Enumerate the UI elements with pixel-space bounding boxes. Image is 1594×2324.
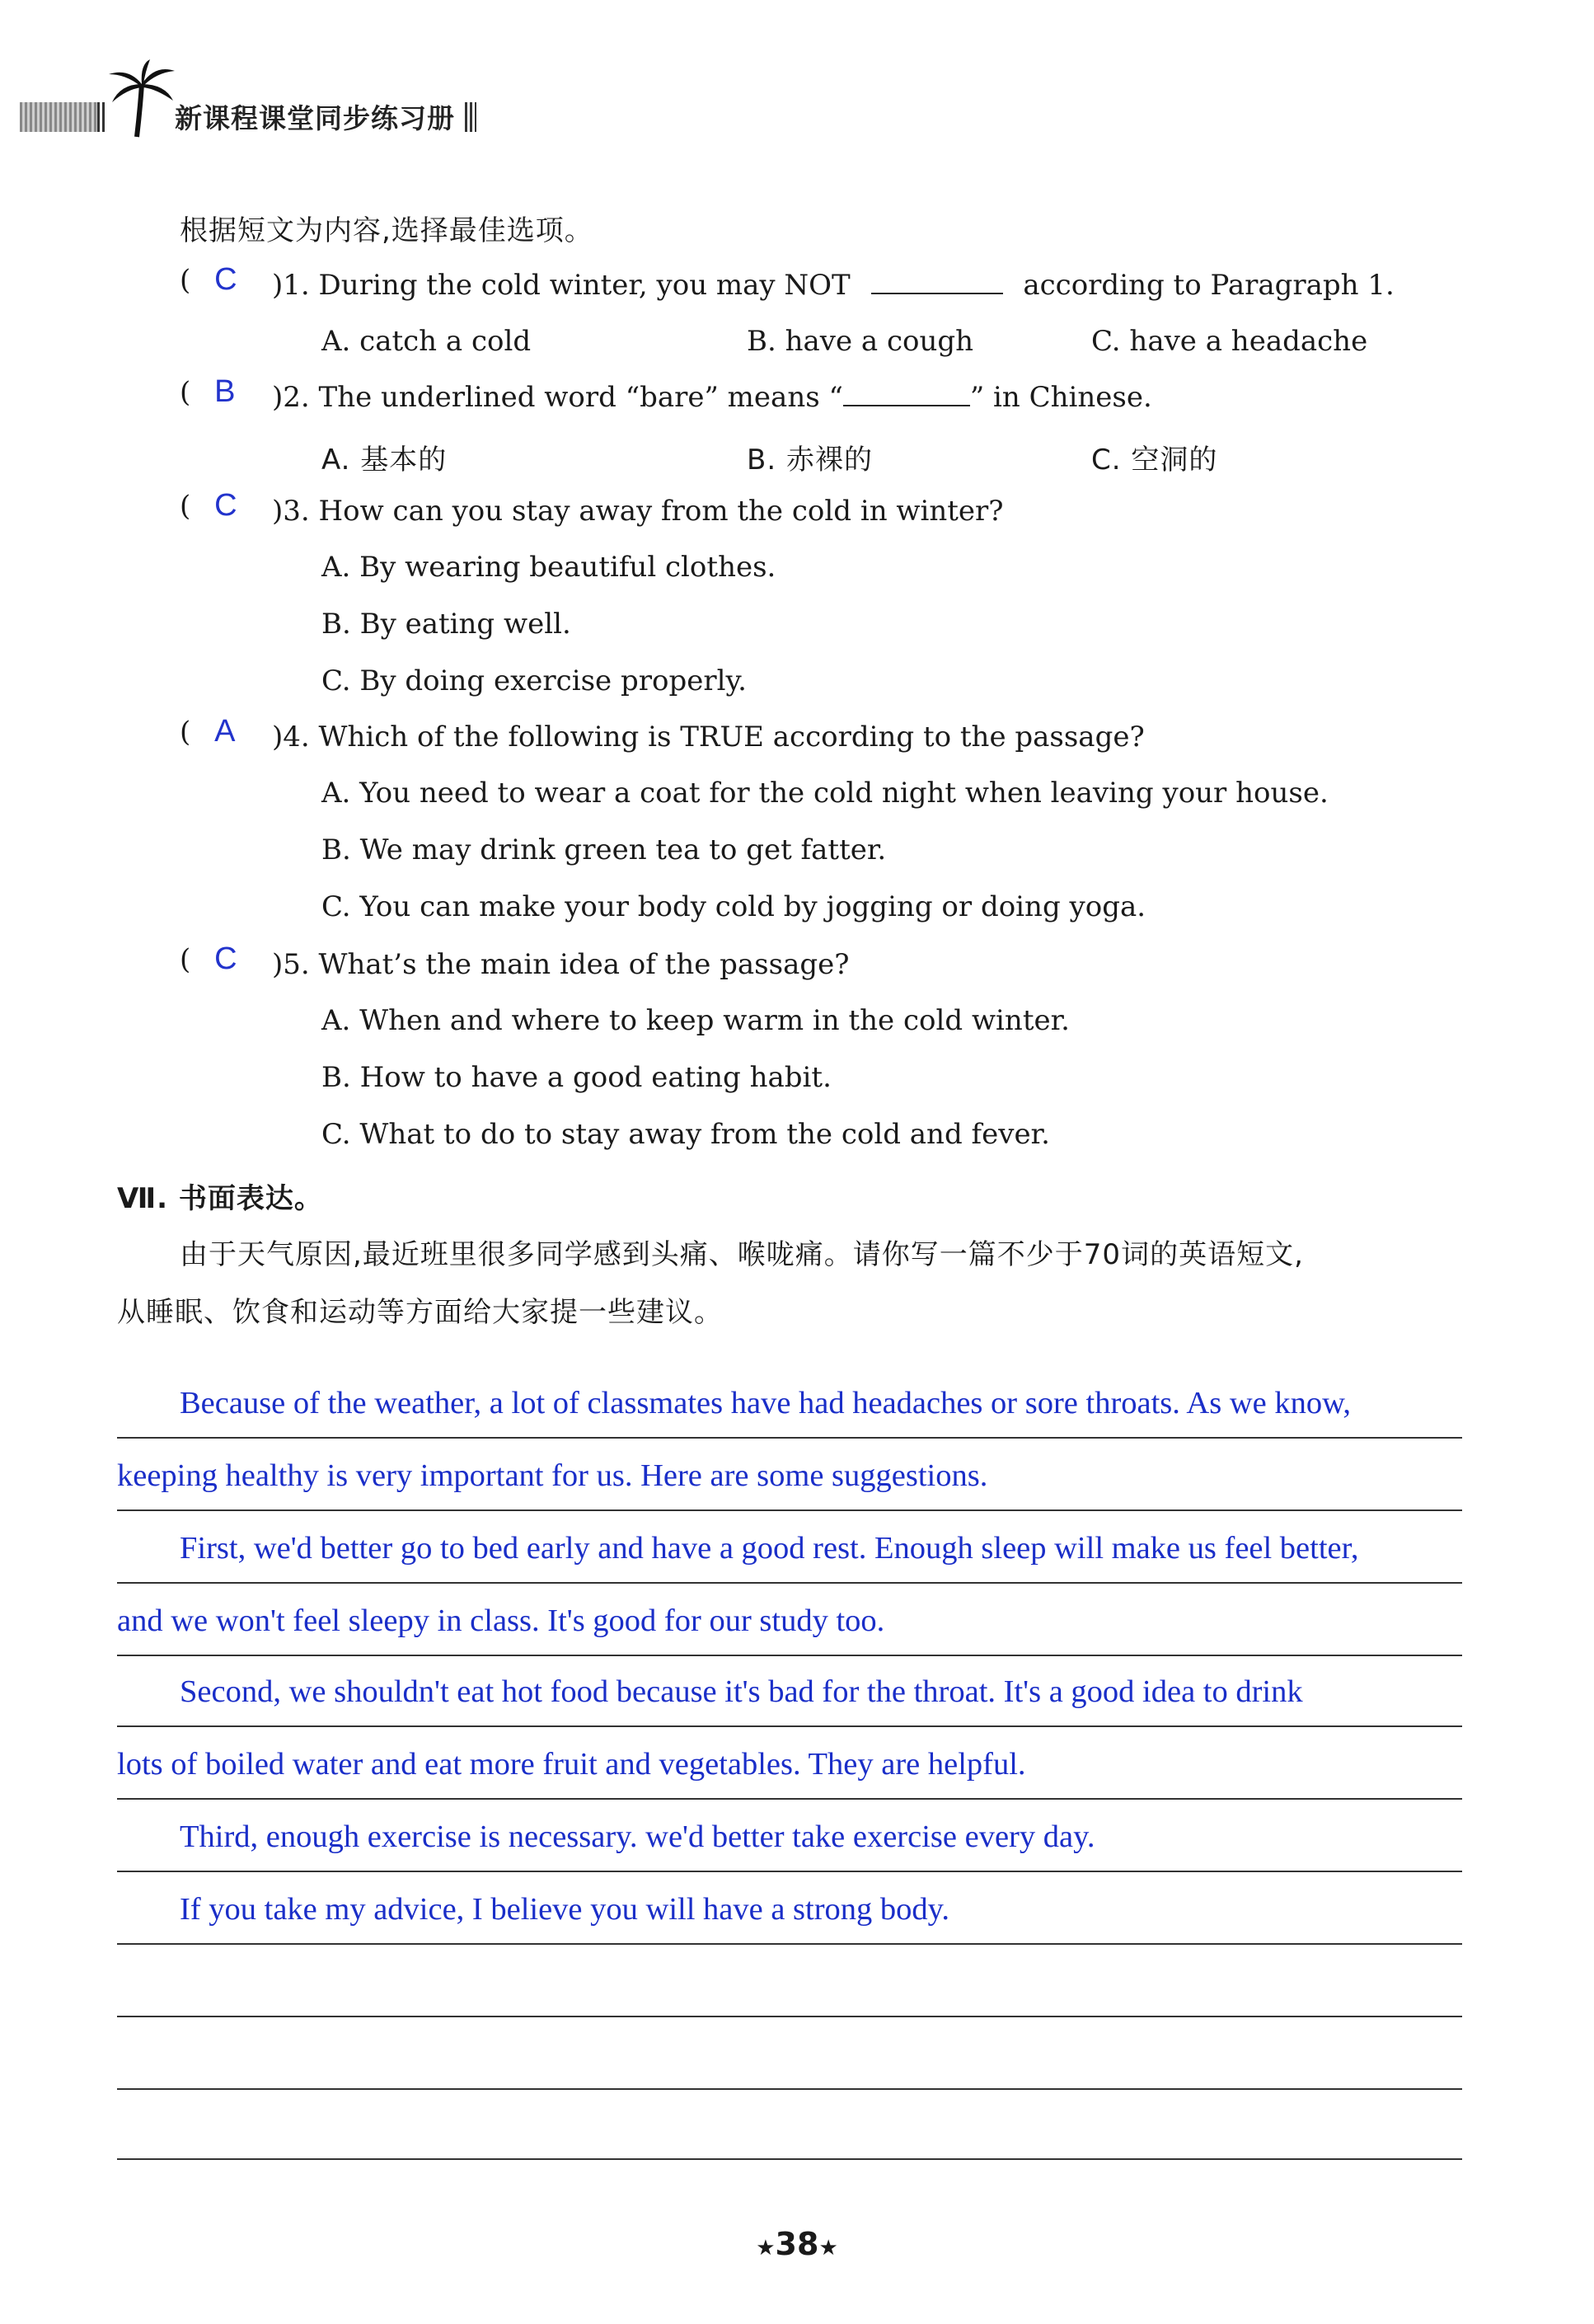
reading-instructions: 根据短文为内容,选择最佳选项。 bbox=[180, 214, 593, 247]
book-title: 新课程课堂同步练习册 bbox=[175, 102, 455, 134]
question-text: Which of the following is TRUE according to the passage? bbox=[318, 721, 1145, 754]
writing-rule-empty bbox=[117, 2088, 1462, 2090]
question-text-end: ” in Chinese. bbox=[969, 381, 1152, 414]
open-paren: ( bbox=[180, 490, 191, 523]
option-a: A. By wearing beautiful clothes. bbox=[321, 551, 776, 584]
answer-2: B bbox=[214, 374, 236, 409]
option-c: C. What to do to stay away from the cold and fever. bbox=[321, 1118, 1050, 1151]
question-number: )5. bbox=[272, 948, 310, 981]
writing-prompt-line-2: 从睡眠、饮食和运动等方面给大家提一些建议。 bbox=[117, 1296, 723, 1329]
question-3-stem bbox=[272, 495, 1004, 528]
question-number: )3. bbox=[272, 495, 310, 528]
option-a: A. You need to wear a coat for the cold night when leaving your house. bbox=[321, 777, 1329, 810]
open-paren: ( bbox=[180, 943, 191, 976]
option-a: A. catch a cold bbox=[321, 325, 532, 358]
writing-rule bbox=[117, 1655, 1462, 1656]
option-b: B. have a cough bbox=[747, 325, 974, 358]
section-heading: Ⅶ. 书面表达。 bbox=[117, 1182, 323, 1215]
question-3 bbox=[180, 488, 237, 523]
question-text-end: according to Paragraph 1. bbox=[1023, 269, 1395, 302]
question-text: The underlined word “bare” means “ bbox=[318, 381, 843, 414]
writing-rule bbox=[117, 1798, 1462, 1800]
writing-rule-empty bbox=[117, 2158, 1462, 2160]
question-1 bbox=[180, 262, 237, 298]
option-c: C. have a headache bbox=[1091, 325, 1368, 358]
writing-rule bbox=[117, 1437, 1462, 1439]
option-a: A. 基本的 bbox=[321, 444, 448, 477]
question-number: )1. bbox=[272, 269, 310, 302]
answer-1: C bbox=[214, 262, 237, 297]
header-end-stripe bbox=[465, 102, 476, 132]
writing-rule bbox=[117, 1509, 1462, 1511]
answer-5: C bbox=[214, 941, 237, 976]
option-b: B. We may drink green tea to get fatter. bbox=[321, 833, 887, 866]
question-text: What’s the main idea of the passage? bbox=[318, 948, 850, 981]
question-5-stem bbox=[272, 948, 849, 981]
star-icon: ★ bbox=[756, 2236, 776, 2261]
answer-4: A bbox=[214, 714, 236, 749]
essay-line-4: and we won't feel sleepy in class. It's good for our study too. bbox=[117, 1603, 885, 1638]
essay-line-6: lots of boiled water and eat more fruit and vegetables. They are helpful. bbox=[117, 1747, 1026, 1782]
header-stripe bbox=[20, 102, 102, 132]
question-2 bbox=[180, 374, 235, 410]
essay-line-5: Second, we shouldn't eat hot food because it's bad for the throat. It's a good idea to drink bbox=[180, 1674, 1303, 1709]
writing-rule bbox=[117, 1871, 1462, 1872]
question-2-stem bbox=[272, 381, 1152, 414]
question-1-stem bbox=[272, 269, 1395, 302]
page-number bbox=[0, 2226, 1594, 2262]
open-paren: ( bbox=[180, 716, 191, 749]
writing-rule bbox=[117, 1582, 1462, 1584]
question-text: How can you stay away from the cold in winter? bbox=[318, 495, 1004, 528]
writing-rule bbox=[117, 1943, 1462, 1945]
question-number: )2. bbox=[272, 381, 310, 414]
essay-line-3: First, we'd better go to bed early and have a good rest. Enough sleep will make us feel better, bbox=[180, 1531, 1359, 1566]
option-b: B. 赤裸的 bbox=[747, 444, 873, 477]
option-c: C. By doing exercise properly. bbox=[321, 664, 747, 697]
question-number: )4. bbox=[272, 721, 310, 754]
answer-3: C bbox=[214, 488, 237, 523]
option-a: A. When and where to keep warm in the cold winter. bbox=[321, 1004, 1070, 1037]
essay-line-8: If you take my advice, I believe you will have a strong body. bbox=[180, 1892, 950, 1927]
writing-rule-empty bbox=[117, 2016, 1462, 2017]
option-c: C. 空洞的 bbox=[1091, 444, 1218, 477]
open-paren: ( bbox=[180, 264, 191, 297]
writing-rule bbox=[117, 1725, 1462, 1727]
question-4-stem bbox=[272, 721, 1145, 754]
question-5 bbox=[180, 941, 237, 977]
fill-blank bbox=[843, 405, 970, 406]
option-b: B. By eating well. bbox=[321, 608, 571, 641]
question-text: During the cold winter, you may NOT bbox=[318, 269, 851, 302]
question-4 bbox=[180, 714, 235, 749]
essay-line-2: keeping healthy is very important for us. Here are some suggestions. bbox=[117, 1458, 988, 1493]
page-number-value: 38 bbox=[775, 2226, 819, 2262]
writing-prompt-line-1: 由于天气原因,最近班里很多同学感到头痛、喉咙痛。请你写一篇不少于70词的英语短文, bbox=[180, 1238, 1304, 1271]
fill-blank bbox=[871, 293, 1003, 294]
palm-tree-icon bbox=[104, 59, 178, 139]
option-c: C. You can make your body cold by jogging or doing yoga. bbox=[321, 890, 1146, 923]
star-icon: ★ bbox=[818, 2236, 838, 2261]
essay-line-1: Because of the weather, a lot of classmates have had headaches or sore throats. As we know, bbox=[180, 1386, 1352, 1420]
open-paren: ( bbox=[180, 376, 191, 409]
option-b: B. How to have a good eating habit. bbox=[321, 1061, 832, 1094]
essay-line-7: Third, enough exercise is necessary. we'd better take exercise every day. bbox=[180, 1819, 1095, 1854]
